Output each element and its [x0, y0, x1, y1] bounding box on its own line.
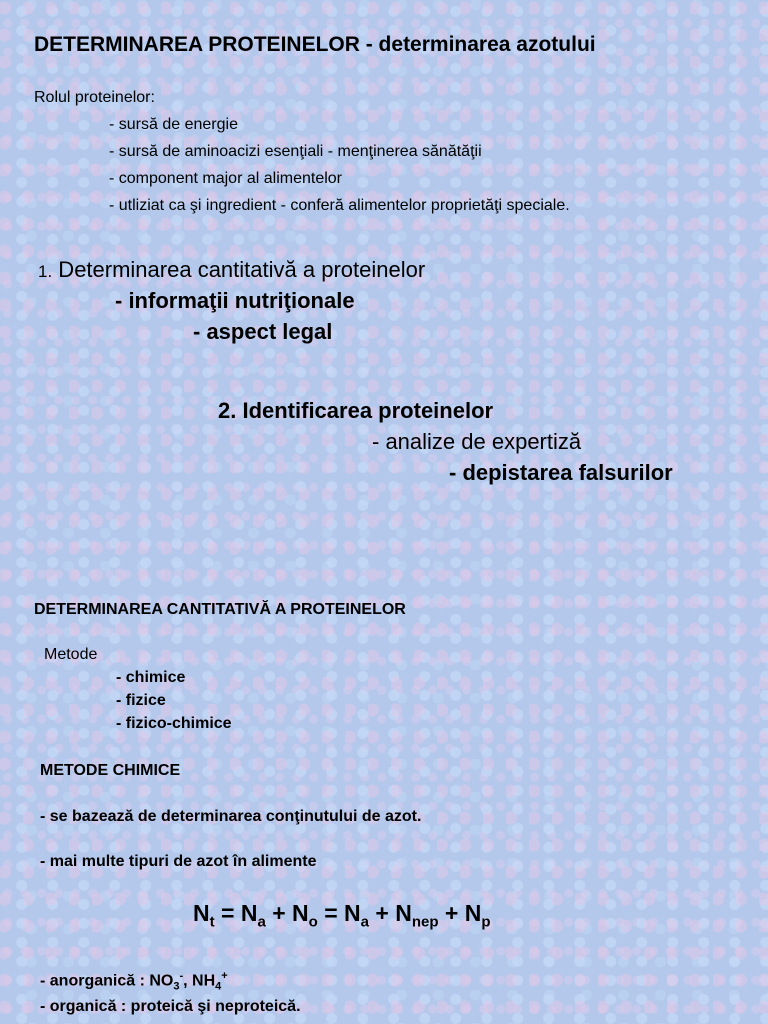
section2-title: 2. Identificarea proteinelor: [218, 398, 494, 423]
cantitativa-heading: DETERMINAREA CANTITATIVĂ A PROTEINELOR: [34, 601, 406, 618]
chimice-point-1: - se bazează de determinarea conţinutului de azot.: [40, 808, 422, 825]
rol-item-3: - component major al alimentelor: [109, 170, 342, 187]
section1-title-text: Determinarea cantitativă a proteinelor: [52, 257, 426, 282]
metode-label: Metode: [44, 646, 98, 663]
section1-number: 1.: [38, 262, 53, 281]
section1-line2: - aspect legal: [193, 319, 333, 344]
chimice-point-2: - mai multe tipuri de azot în alimente: [40, 853, 317, 870]
metoda-chimice: - chimice: [116, 669, 186, 686]
azot-anorganic: - anorganică : $NO_3^-$, $NH_4^+$: [40, 970, 228, 993]
page-title: DETERMINAREA PROTEINELOR - determinarea azotului: [34, 33, 596, 56]
azot-organic: - organică : proteică şi neproteică.: [40, 998, 301, 1015]
metoda-fizico-chimice: - fizico-chimice: [116, 715, 232, 732]
rol-item-4: - utliziat ca şi ingredient - conferă alimentelor proprietăţi speciale.: [109, 197, 570, 214]
metode-chimice-heading: METODE CHIMICE: [40, 762, 181, 779]
rol-heading: Rolul proteinelor:: [34, 89, 155, 106]
nitrogen-equation: $N_t = N_a + N_o = N_a + N_{nep} + N_p$: [193, 900, 491, 931]
section2-line2: - depistarea falsurilor: [449, 460, 673, 485]
section1-title: [38, 257, 425, 283]
section2-line1: - analize de expertiză: [372, 429, 582, 454]
rol-item-2: - sursă de aminoacizi esenţiali - menţinerea sănătăţii: [109, 143, 482, 160]
metoda-fizice: - fizice: [116, 692, 166, 709]
section1-line1: - informaţii nutriţionale: [115, 288, 355, 313]
rol-item-1: - sursă de energie: [109, 116, 238, 133]
